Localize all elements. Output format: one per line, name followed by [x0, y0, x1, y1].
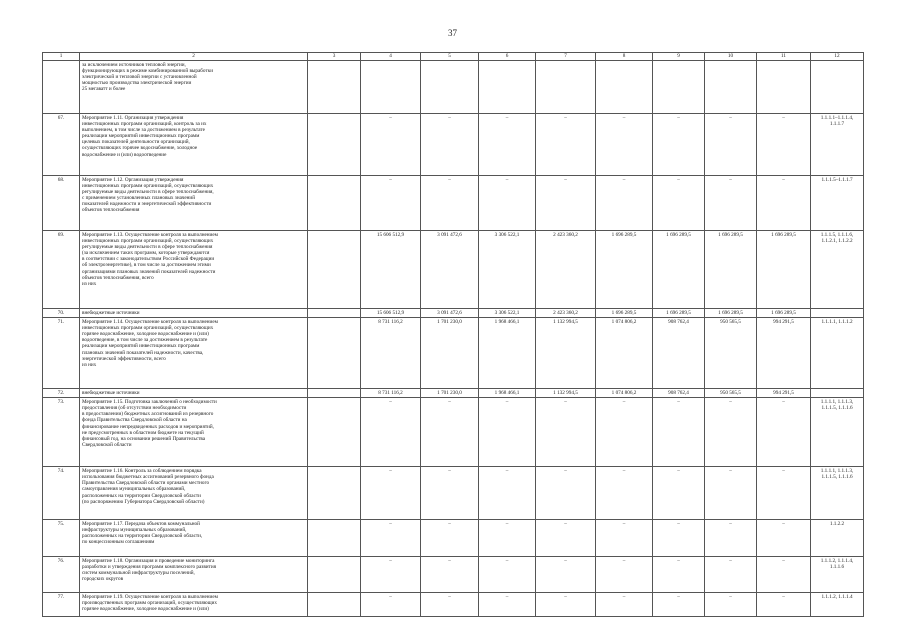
row-value-col-10: –: [705, 176, 757, 231]
row-col-3: [308, 593, 361, 617]
row-target-refs: 1.1.1.5, 1.1.1.6, 1.1.2.1, 1.1.2.2: [811, 231, 864, 309]
row-value-col-6: –: [479, 398, 536, 467]
row-value-col-6: –: [479, 467, 536, 520]
row-value-col-4: –: [361, 593, 421, 617]
row-target-refs: 1.1.1.5–1.1.1.7: [811, 176, 864, 231]
row-value-col-11: 994 291,5: [757, 318, 811, 389]
table-row: [43, 61, 864, 114]
row-value-col-6: 1 968 466,1: [479, 389, 536, 398]
row-value-col-7: –: [536, 398, 596, 467]
row-value-col-11: –: [757, 398, 811, 467]
row-value-col-4: –: [361, 176, 421, 231]
table-row: [43, 389, 864, 398]
column-header-11: 11: [757, 53, 811, 61]
row-col-3: [308, 389, 361, 398]
row-value-col-4: 8 731 116,2: [361, 389, 421, 398]
row-col-3: [308, 231, 361, 309]
row-value-col-7: –: [536, 593, 596, 617]
table-row: [43, 114, 864, 176]
row-description: внебюджетные источники: [80, 389, 308, 398]
row-value-col-5: –: [421, 557, 479, 593]
row-value-col-7: 1 132 994,5: [536, 389, 596, 398]
row-target-refs: [811, 309, 864, 318]
row-col-3: [308, 318, 361, 389]
row-value-col-5: –: [421, 114, 479, 176]
column-header-3: 3: [308, 53, 361, 61]
row-value-col-5: [421, 61, 479, 114]
row-value-col-8: –: [596, 467, 653, 520]
row-target-refs: 1.1.1.1–1.1.1.4, 1.1.1.7: [811, 114, 864, 176]
row-col-3: [308, 114, 361, 176]
column-header-2: 2: [80, 53, 308, 61]
row-number: 74.: [43, 467, 80, 520]
row-col-3: [308, 176, 361, 231]
row-value-col-8: –: [596, 398, 653, 467]
column-header-4: 4: [361, 53, 421, 61]
row-description: Мероприятие 1.17. Передача объектов коммунальной инфраструктуры муниципальных образований, расположенных на территории Свердловской области, по концессионным соглашениям: [80, 520, 308, 557]
table-row: [43, 520, 864, 557]
row-value-col-6: [479, 61, 536, 114]
table-header-row: [43, 53, 864, 61]
row-value-col-9: 908 762,4: [653, 389, 705, 398]
row-value-col-4: –: [361, 520, 421, 557]
row-value-col-4: –: [361, 557, 421, 593]
row-value-col-10: –: [705, 467, 757, 520]
column-header-12: 12: [811, 53, 864, 61]
row-description: Мероприятие 1.19. Осуществление контроля за выполнением производственных программ организаций, осуществляющих горячее водоснабжение, холодное водоснабжение и (или): [80, 593, 308, 617]
row-value-col-7: –: [536, 114, 596, 176]
row-value-col-4: 15 606 512,9: [361, 309, 421, 318]
row-value-col-8: [596, 61, 653, 114]
row-value-col-4: –: [361, 467, 421, 520]
row-target-refs: 1.1.2.2: [811, 520, 864, 557]
row-value-col-8: 1 074 806,2: [596, 389, 653, 398]
row-value-col-5: –: [421, 520, 479, 557]
row-number: 68.: [43, 176, 80, 231]
row-value-col-9: 1 696 289,5: [653, 309, 705, 318]
row-value-col-6: –: [479, 114, 536, 176]
row-value-col-8: –: [596, 114, 653, 176]
row-value-col-9: –: [653, 520, 705, 557]
row-value-col-5: 1 701 230,0: [421, 318, 479, 389]
row-value-col-8: –: [596, 593, 653, 617]
row-target-refs: 1.1.1.1, 1.1.1.3, 1.1.1.5, 1.1.1.6: [811, 467, 864, 520]
row-value-col-4: 8 731 116,2: [361, 318, 421, 389]
row-description: Мероприятие 1.11. Организация утверждения инвестиционных программ организаций, контроль за их выполнением, в том числе за достижением в результате реализации мероприятий инвестиционных программ целевых показателей деятельности организаций, осуществляющих горячее водоснабжение, холодное водоснабжение и (или) водоотведение: [80, 114, 308, 176]
row-value-col-10: 950 565,5: [705, 318, 757, 389]
row-value-col-9: 908 762,4: [653, 318, 705, 389]
row-value-col-11: –: [757, 557, 811, 593]
row-value-col-8: –: [596, 520, 653, 557]
table-row: [43, 231, 864, 309]
row-value-col-6: –: [479, 557, 536, 593]
row-description: за исключением источников тепловой энергии, функционирующих в режиме комбинированной выработки электрической и тепловой энергии с установленной мощностью производства электрической энергии 25 мегаватт и более: [80, 61, 308, 114]
row-number: 69.: [43, 231, 80, 309]
row-value-col-11: –: [757, 593, 811, 617]
row-value-col-10: –: [705, 520, 757, 557]
row-value-col-10: –: [705, 593, 757, 617]
row-value-col-9: –: [653, 114, 705, 176]
row-target-refs: 1.1.1.1, 1.1.1.3, 1.1.1.5, 1.1.1.6: [811, 398, 864, 467]
row-value-col-9: –: [653, 467, 705, 520]
row-number: 70.: [43, 309, 80, 318]
table-row: [43, 318, 864, 389]
row-value-col-10: 950 565,5: [705, 389, 757, 398]
row-value-col-5: 3 091 472,6: [421, 231, 479, 309]
row-value-col-9: [653, 61, 705, 114]
row-value-col-7: [536, 61, 596, 114]
row-value-col-10: [705, 61, 757, 114]
row-value-col-9: 1 696 289,5: [653, 231, 705, 309]
row-value-col-8: 1 696 289,5: [596, 231, 653, 309]
row-value-col-5: –: [421, 176, 479, 231]
column-header-7: 7: [536, 53, 596, 61]
row-value-col-6: 1 968 466,1: [479, 318, 536, 389]
row-col-3: [308, 309, 361, 318]
row-value-col-8: –: [596, 176, 653, 231]
row-col-3: [308, 61, 361, 114]
row-col-3: [308, 520, 361, 557]
column-header-10: 10: [705, 53, 757, 61]
column-header-9: 9: [653, 53, 705, 61]
row-value-col-11: –: [757, 176, 811, 231]
row-description: Мероприятие 1.14. Осуществление контроля за выполнением инвестиционных программ организаций, осуществляющих горячее водоснабжение, холодное водоснабжение и (или) водоотведение, в том числе за достижением в результате реализации мероприятий инвестиционных программ плановых значений показателей надежности, качества, энергетической эффективности, всего из них: [80, 318, 308, 389]
row-value-col-8: 1 696 289,5: [596, 309, 653, 318]
row-target-refs: 1.1.1.2, 1.1.1.4: [811, 593, 864, 617]
row-col-3: [308, 398, 361, 467]
row-target-refs: 1.1.1.1, 1.1.1.2: [811, 318, 864, 389]
row-value-col-7: 2 423 360,2: [536, 231, 596, 309]
column-header-5: 5: [421, 53, 479, 61]
row-value-col-11: 994 291,5: [757, 389, 811, 398]
row-value-col-4: 15 606 512,9: [361, 231, 421, 309]
row-description: внебюджетные источники: [80, 309, 308, 318]
row-value-col-7: –: [536, 520, 596, 557]
row-value-col-10: 1 696 289,5: [705, 231, 757, 309]
row-value-col-9: –: [653, 176, 705, 231]
row-description: Мероприятие 1.16. Контроль за соблюдением порядка использования бюджетных ассигнований резервного фонда Правительства Свердловской области органами местного самоуправления муниципальных образований, расположенных на территории Свердловской области (по распоряжению Губернатора Свердловской области): [80, 467, 308, 520]
page-number: 37: [448, 28, 457, 38]
column-header-8: 8: [596, 53, 653, 61]
row-value-col-11: –: [757, 520, 811, 557]
row-value-col-5: –: [421, 467, 479, 520]
row-value-col-9: –: [653, 557, 705, 593]
row-value-col-10: –: [705, 114, 757, 176]
table-row: [43, 557, 864, 593]
row-value-col-6: –: [479, 176, 536, 231]
row-value-col-11: –: [757, 114, 811, 176]
row-value-col-11: [757, 61, 811, 114]
row-description: Мероприятие 1.15. Подготовка заключений о необходимости предоставления (об отсутствии необходимости в предоставлении) бюджетных ассигнований из резервного фонда Правительства Свердловской области на финансирование непредвиденных расходов и мероприятий, не предусмотренных в областном бюджете на текущий финансовый год, на основании решений Правительства Свердловской области: [80, 398, 308, 467]
row-value-col-7: –: [536, 176, 596, 231]
row-number: 75.: [43, 520, 80, 557]
table-row: [43, 467, 864, 520]
row-number: [43, 61, 80, 114]
row-col-3: [308, 467, 361, 520]
row-value-col-11: 1 696 289,5: [757, 309, 811, 318]
row-col-3: [308, 557, 361, 593]
row-target-refs: [811, 61, 864, 114]
row-number: 71.: [43, 318, 80, 389]
table-row: [43, 176, 864, 231]
row-value-col-7: 1 132 994,5: [536, 318, 596, 389]
row-value-col-6: 3 306 522,1: [479, 309, 536, 318]
row-description: Мероприятие 1.18. Организация и проведение мониторинга разработки и утверждения программ комплексного развития систем коммунальной инфраструктуры поселений, городских округов: [80, 557, 308, 593]
row-value-col-4: –: [361, 114, 421, 176]
row-value-col-9: –: [653, 593, 705, 617]
row-value-col-10: –: [705, 557, 757, 593]
row-description: Мероприятие 1.12. Организация утверждения инвестиционных программ организаций, осуществляющих регулируемые виды деятельности в сфере теплоснабжения, с применением установленных плановых значений показателей надежности и энергетической эффективности объектов теплоснабжения: [80, 176, 308, 231]
row-target-refs: [811, 389, 864, 398]
row-value-col-8: –: [596, 557, 653, 593]
row-description: Мероприятие 1.13. Осуществление контроля за выполнением инвестиционных программ организаций, осуществляющих регулируемые виды деятельности в сфере теплоснабжения (за исключением таких программ, которые утверждаются в соответствии с законодательством Российской Федерации об электроэнергетике), в том числе за достижением этими организациями плановых значений показателей надежности объектов теплоснабжения, всего из них: [80, 231, 308, 309]
row-value-col-4: [361, 61, 421, 114]
row-value-col-8: 1 074 806,2: [596, 318, 653, 389]
row-number: 77.: [43, 593, 80, 617]
row-value-col-6: 3 306 522,1: [479, 231, 536, 309]
row-value-col-5: –: [421, 398, 479, 467]
table-row: [43, 398, 864, 467]
row-value-col-7: –: [536, 467, 596, 520]
row-value-col-5: –: [421, 593, 479, 617]
row-number: 72.: [43, 389, 80, 398]
column-header-1: 1: [43, 53, 80, 61]
column-header-6: 6: [479, 53, 536, 61]
row-value-col-11: 1 696 289,5: [757, 231, 811, 309]
row-target-refs: 1.1.1.2, 1.1.1.4, 1.1.1.6: [811, 557, 864, 593]
row-value-col-10: –: [705, 398, 757, 467]
row-value-col-10: 1 696 289,5: [705, 309, 757, 318]
table-row: [43, 593, 864, 617]
row-value-col-5: 1 701 230,0: [421, 389, 479, 398]
row-value-col-9: –: [653, 398, 705, 467]
row-number: 73.: [43, 398, 80, 467]
row-value-col-4: –: [361, 398, 421, 467]
row-number: 67.: [43, 114, 80, 176]
row-value-col-11: –: [757, 467, 811, 520]
row-value-col-5: 3 091 472,6: [421, 309, 479, 318]
program-table: [42, 52, 864, 617]
row-value-col-6: –: [479, 520, 536, 557]
table-row: [43, 309, 864, 318]
row-value-col-7: 2 423 360,2: [536, 309, 596, 318]
row-value-col-6: –: [479, 593, 536, 617]
row-number: 76.: [43, 557, 80, 593]
row-value-col-7: –: [536, 557, 596, 593]
